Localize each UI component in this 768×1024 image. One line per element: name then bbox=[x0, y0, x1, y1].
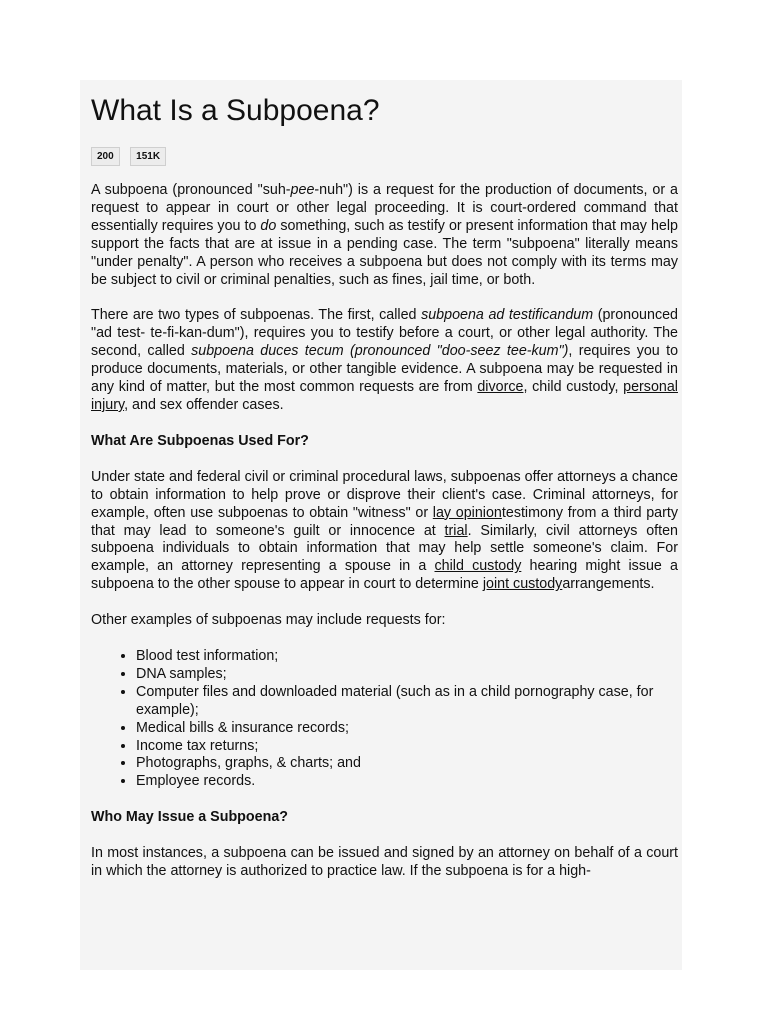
list-item: • DNA samples; bbox=[136, 666, 678, 684]
used-for-paragraph: Under state and federal civil or criminal procedural laws, subpoenas offer attorneys a chance to obtain information to help prove or disprove their client's case. Criminal attorneys, for example, often use subpoenas to obtain "witness" or lay opiniontestimony from a third party that may lead to someone's guilt or innocence at trial. Similarly, civil attorneys often subpoena individuals to obtain information that may help settle someone's claim. For example, an attorney representing a spouse in a child custody hearing might issue a subpoena to the other spouse to appear in court to determine joint custodyarrangements. bbox=[91, 468, 679, 593]
heading-used-for: What Are Subpoenas Used For? bbox=[91, 432, 309, 449]
list-item: • Employee records. bbox=[136, 773, 678, 791]
examples-intro: Other examples of subpoenas may include requests for: bbox=[91, 612, 446, 629]
link-lay-opinion[interactable]: lay opinion bbox=[432, 504, 502, 521]
page-title: What Is a Subpoena? bbox=[91, 94, 380, 127]
link-joint-custody[interactable]: joint custody bbox=[482, 576, 563, 593]
list-item: • Income tax returns; bbox=[136, 738, 678, 756]
heading-who-may-issue: Who May Issue a Subpoena? bbox=[91, 809, 289, 826]
link-divorce[interactable]: divorce bbox=[477, 379, 524, 396]
link-child-custody[interactable]: child custody bbox=[434, 558, 522, 575]
article bbox=[91, 90, 678, 881]
list-item: • Computer files and downloaded material (such as in a child pornography case, for example); bbox=[136, 684, 678, 720]
list-item: • Medical bills & insurance records; bbox=[136, 720, 678, 738]
views-badge[interactable]: 151K bbox=[130, 147, 166, 166]
types-paragraph: There are two types of subpoenas. The first, called subpoena ad testificandum (pronounced "ad test- te-fi-kan-dum"), requires you to testify before a court, or other legal authority. The second, called subpoena duces tecum (pronounced "doo-seez tee-kum"), requires you to produce documents, materials, or other tangible evidence. A subpoena may be requested in any kind of matter, but the most common requests are from divorce, child custody, personal injury, and sex offender cases. bbox=[91, 307, 679, 413]
badge-row bbox=[91, 146, 678, 166]
list-item: • Blood test information; bbox=[136, 648, 678, 666]
link-personal-injury[interactable]: personal injury bbox=[91, 379, 678, 413]
list-item: • Photographs, graphs, & charts; and bbox=[136, 755, 678, 773]
votes-badge[interactable]: 200 bbox=[91, 147, 120, 166]
who-may-issue-paragraph: In most instances, a subpoena can be issued and signed by an attorney on behalf of a court in which the attorney is authorized to practice law. If the subpoena is for a high- bbox=[91, 845, 678, 880]
intro-paragraph: A subpoena (pronounced "suh-pee-nuh") is a request for the production of documents, or a request to appear in court or other legal proceeding. It is court-ordered command that essentially requires you to do something, such as testify or present information that may help support the facts that are at issue in a pending case. The term "subpoena" literally means "under penalty". A person who receives a subpoena but does not comply with its terms may be subject to civil or criminal penalties, such as fines, jail time, or both. bbox=[91, 182, 679, 288]
link-trial[interactable]: trial bbox=[444, 522, 468, 539]
examples-list bbox=[91, 648, 678, 791]
